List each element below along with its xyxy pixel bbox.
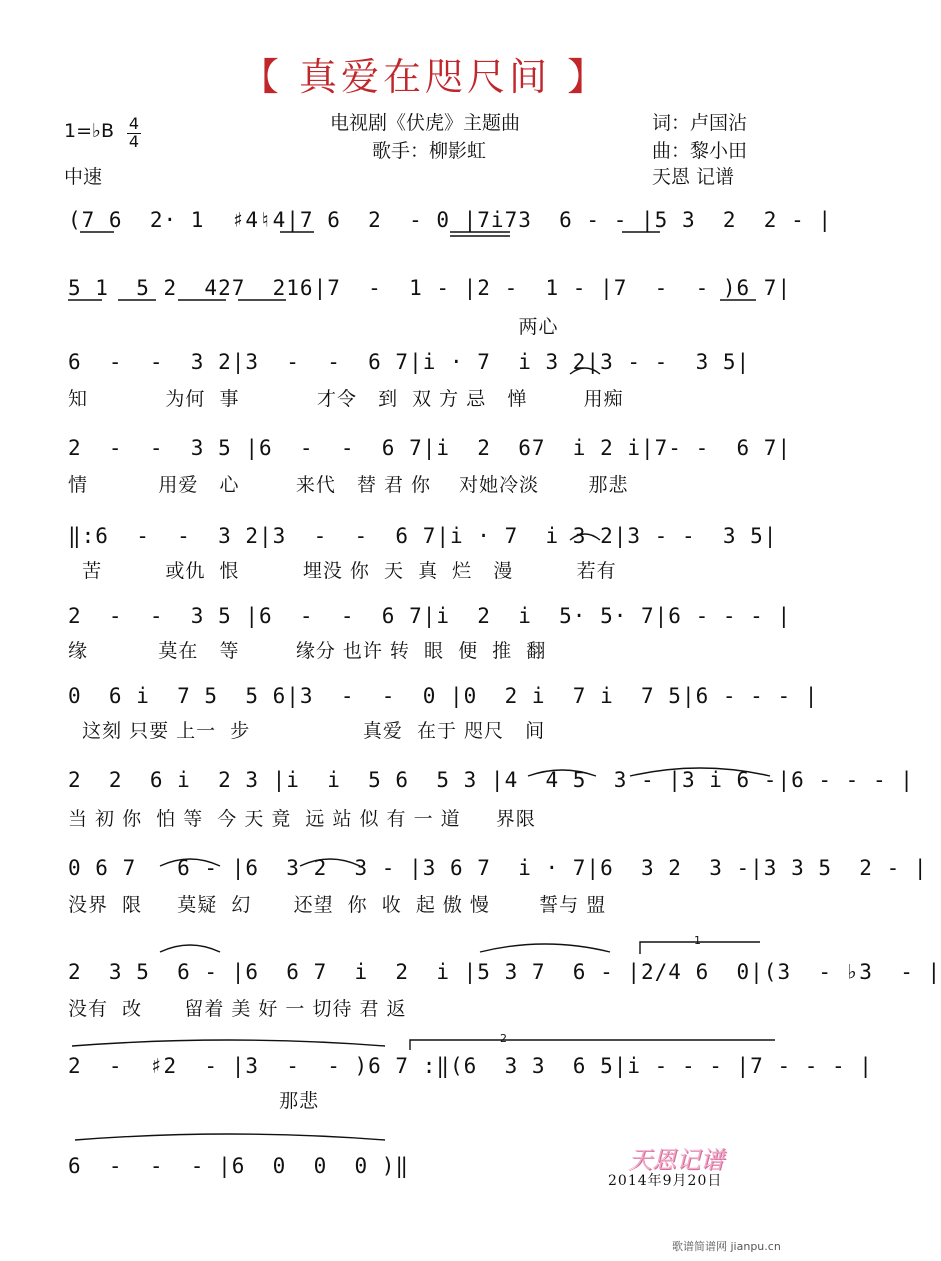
lyric-row: 这刻 只要 上一 步 真爱 在于 咫尺 间: [68, 720, 546, 742]
lyric-row: 缘 莫在 等 缘分 也许 转 眼 便 推 翻: [68, 640, 547, 662]
lyric-row: 两心: [68, 316, 559, 338]
slur: [160, 945, 220, 952]
lyric-row: 那悲: [68, 1090, 320, 1112]
key-signature: 1=♭B: [64, 120, 115, 142]
transcription-date: 2014年9月20日: [608, 1173, 723, 1189]
lyric-row: 没有 改 留着 美 好 一 切待 君 返: [68, 998, 407, 1020]
score-row: 2 2 6 i 2 3 |i i 5 6 5 3 |4 4 5 3 - |3 i 6 -|6 - - - |: [68, 768, 914, 792]
tempo: 中速: [64, 166, 103, 188]
time-top: 4: [128, 114, 140, 133]
site-watermark: 歌谱简谱网 jianpu.cn: [672, 1240, 781, 1253]
score-row: 6 - - - |6 0 0 0 )‖: [68, 1154, 410, 1178]
lyric-row: 情 用爱 心 来代 替 君 你 对她冷淡 那悲: [68, 474, 629, 496]
time-signature: [127, 116, 141, 150]
score-row: ‖:6 - - 3 2|3 - - 6 7|i · 7 i 3 2|3 - - 3 5|: [68, 524, 778, 548]
score-row: 5 1 5 2 427 216|7 - 1 - |2 - 1 - |7 - - )6 7|: [68, 276, 792, 300]
volta-2-label: 2: [500, 1032, 507, 1045]
lyric-row: 当 初 你 怕 等 今 天 竟 远 站 似 有 一 道 界限: [68, 808, 536, 830]
score-row: 6 - - 3 2|3 - - 6 7|i · 7 i 3 2|3 - - 3 5|: [68, 350, 751, 374]
lyricist: 词：卢国沾: [652, 112, 748, 134]
volta-1-line: [640, 942, 760, 954]
score-row: (7 6 2· 1 ♯4♮4|7 6 2 - 0 |7i73 6 - - |5 3 2 2 - |: [68, 208, 833, 232]
lyric-row: 没界 限 莫疑 幻 还望 你 收 起 傲 慢 誓与 盟: [68, 894, 607, 916]
page-title: 【 真爱在咫尺间 】: [240, 55, 610, 99]
slur: [480, 944, 610, 952]
composer: 曲：黎小田: [652, 140, 748, 162]
lyric-row: 苦 或仇 恨 埋没 你 天 真 烂 漫 若有: [68, 560, 617, 582]
singer: 歌手：柳影虹: [372, 140, 487, 162]
score-row: 2 3 5 6 - |6 6 7 i 2 i |5 3 7 6 - |2/4 6 0|(3 - ♭3 - |: [68, 960, 941, 984]
score-row: 0 6 i 7 5 5 6|3 - - 0 |0 2 i 7 i 7 5|6 - - - |: [68, 684, 819, 708]
score-row: 0 6 7 6 - |6 3 2 3 - |3 6 7 i · 7|6 3 2 3 -|3 3 5 2 - |: [68, 856, 928, 880]
slur: [72, 1040, 385, 1046]
score-row: 2 - - 3 5 |6 - - 6 7|i 2 i 5· 5· 7|6 - - - |: [68, 604, 792, 628]
time-bottom: 4: [128, 132, 140, 151]
score-row: 2 - ♯2 - |3 - - )6 7 :‖(6 3 3 6 5|i - - - |7 - - - |: [68, 1054, 873, 1078]
subtitle: 电视剧《伏虎》主题曲: [330, 112, 521, 134]
volta-2-line: [410, 1040, 775, 1050]
score-row: 2 - - 3 5 |6 - - 6 7|i 2 67 i 2 i|7- - 6 7|: [68, 436, 792, 460]
transcriber-stamp: 天恩记谱: [628, 1146, 724, 1174]
transcriber: 天恩 记谱: [652, 166, 735, 188]
lyric-row: 知 为何 事 才令 到 双 方 忌 惮 用痴: [68, 388, 624, 410]
slur: [75, 1134, 385, 1140]
volta-1-label: 1: [694, 934, 701, 947]
